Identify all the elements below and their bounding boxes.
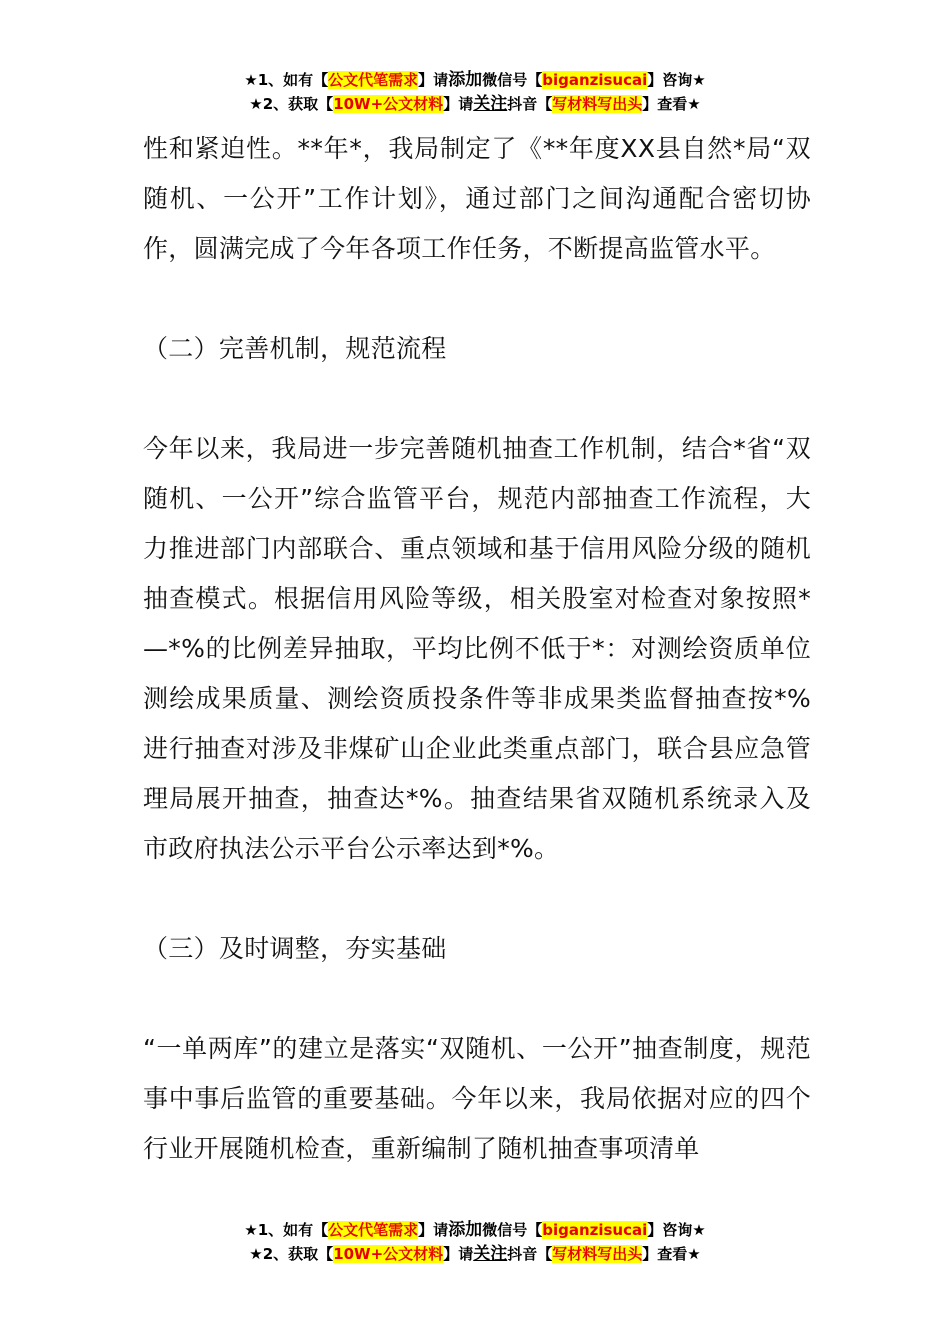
header-highlight-douyin: 写材料写出头 [552, 95, 643, 113]
paragraph-section-2: 今年以来，我局进一步完善随机抽查工作机制，结合*省“双随机、一公开”综合监管平台，规范内部抽查工作流程，大力推进部门内部联合、重点领域和基于信用风险分级的随机抽查模式。根据信用风险等级，相关股室对检查对象按照*—*%的比例差异抽取，平均比例不低于*：对测绘资质单位测绘成果质量、测绘资质投条件等非成果类监督抽查按*%进行抽查对涉及非煤矿山企业此类重点部门，联合县应急管理局展开抽查，抽查达*%。抽查结果省双随机系统录入及市政府执法公示平台公示率达到*%。 [143, 434, 811, 863]
paragraph-section-3: “一单两库”的建立是落实“双随机、一公开”抽查制度，规范事中事后监管的重要基础。今年以来，我局依据对应的四个行业开展随机检查，重新编制了随机抽查事项清单 [143, 1034, 811, 1163]
header-highlight-wechat-id: biganzisucai [542, 71, 648, 89]
paragraph-intro: 性和紧迫性。**年*，我局制定了《**年度XX县自然*局“双随机、一公开”工作计划》，通过部门之间沟通配合密切协作，圆满完成了今年各项工作任务，不断提高监管水平。 [143, 134, 811, 263]
footer-banner-line1: ★1、如有【公文代笔需求】请添加微信号【biganzisucai】咨询★ [244, 1220, 706, 1240]
header-banner-line2: ★2、获取【10W+公文材料】请关注抖音【写材料写出头】查看★ [249, 94, 701, 114]
header-banner [0, 68, 950, 116]
section-heading-2: （二）完善机制，规范流程 [143, 334, 447, 363]
header-highlight-materials: 10W+公文材料 [333, 95, 444, 113]
footer-highlight-douyin: 写材料写出头 [552, 1245, 643, 1263]
document-body [143, 124, 811, 1174]
footer-banner [0, 1218, 950, 1266]
footer-highlight-wechat-id: biganzisucai [542, 1221, 648, 1239]
footer-highlight-materials: 10W+公文材料 [333, 1245, 444, 1263]
section-heading-3: （三）及时调整，夯实基础 [143, 934, 447, 963]
header-highlight-service: 公文代笔需求 [328, 71, 419, 89]
header-banner-line1: ★1、如有【公文代笔需求】请添加微信号【biganzisucai】咨询★ [244, 70, 706, 90]
footer-highlight-service: 公文代笔需求 [328, 1221, 419, 1239]
footer-banner-line2: ★2、获取【10W+公文材料】请关注抖音【写材料写出头】查看★ [249, 1244, 701, 1264]
